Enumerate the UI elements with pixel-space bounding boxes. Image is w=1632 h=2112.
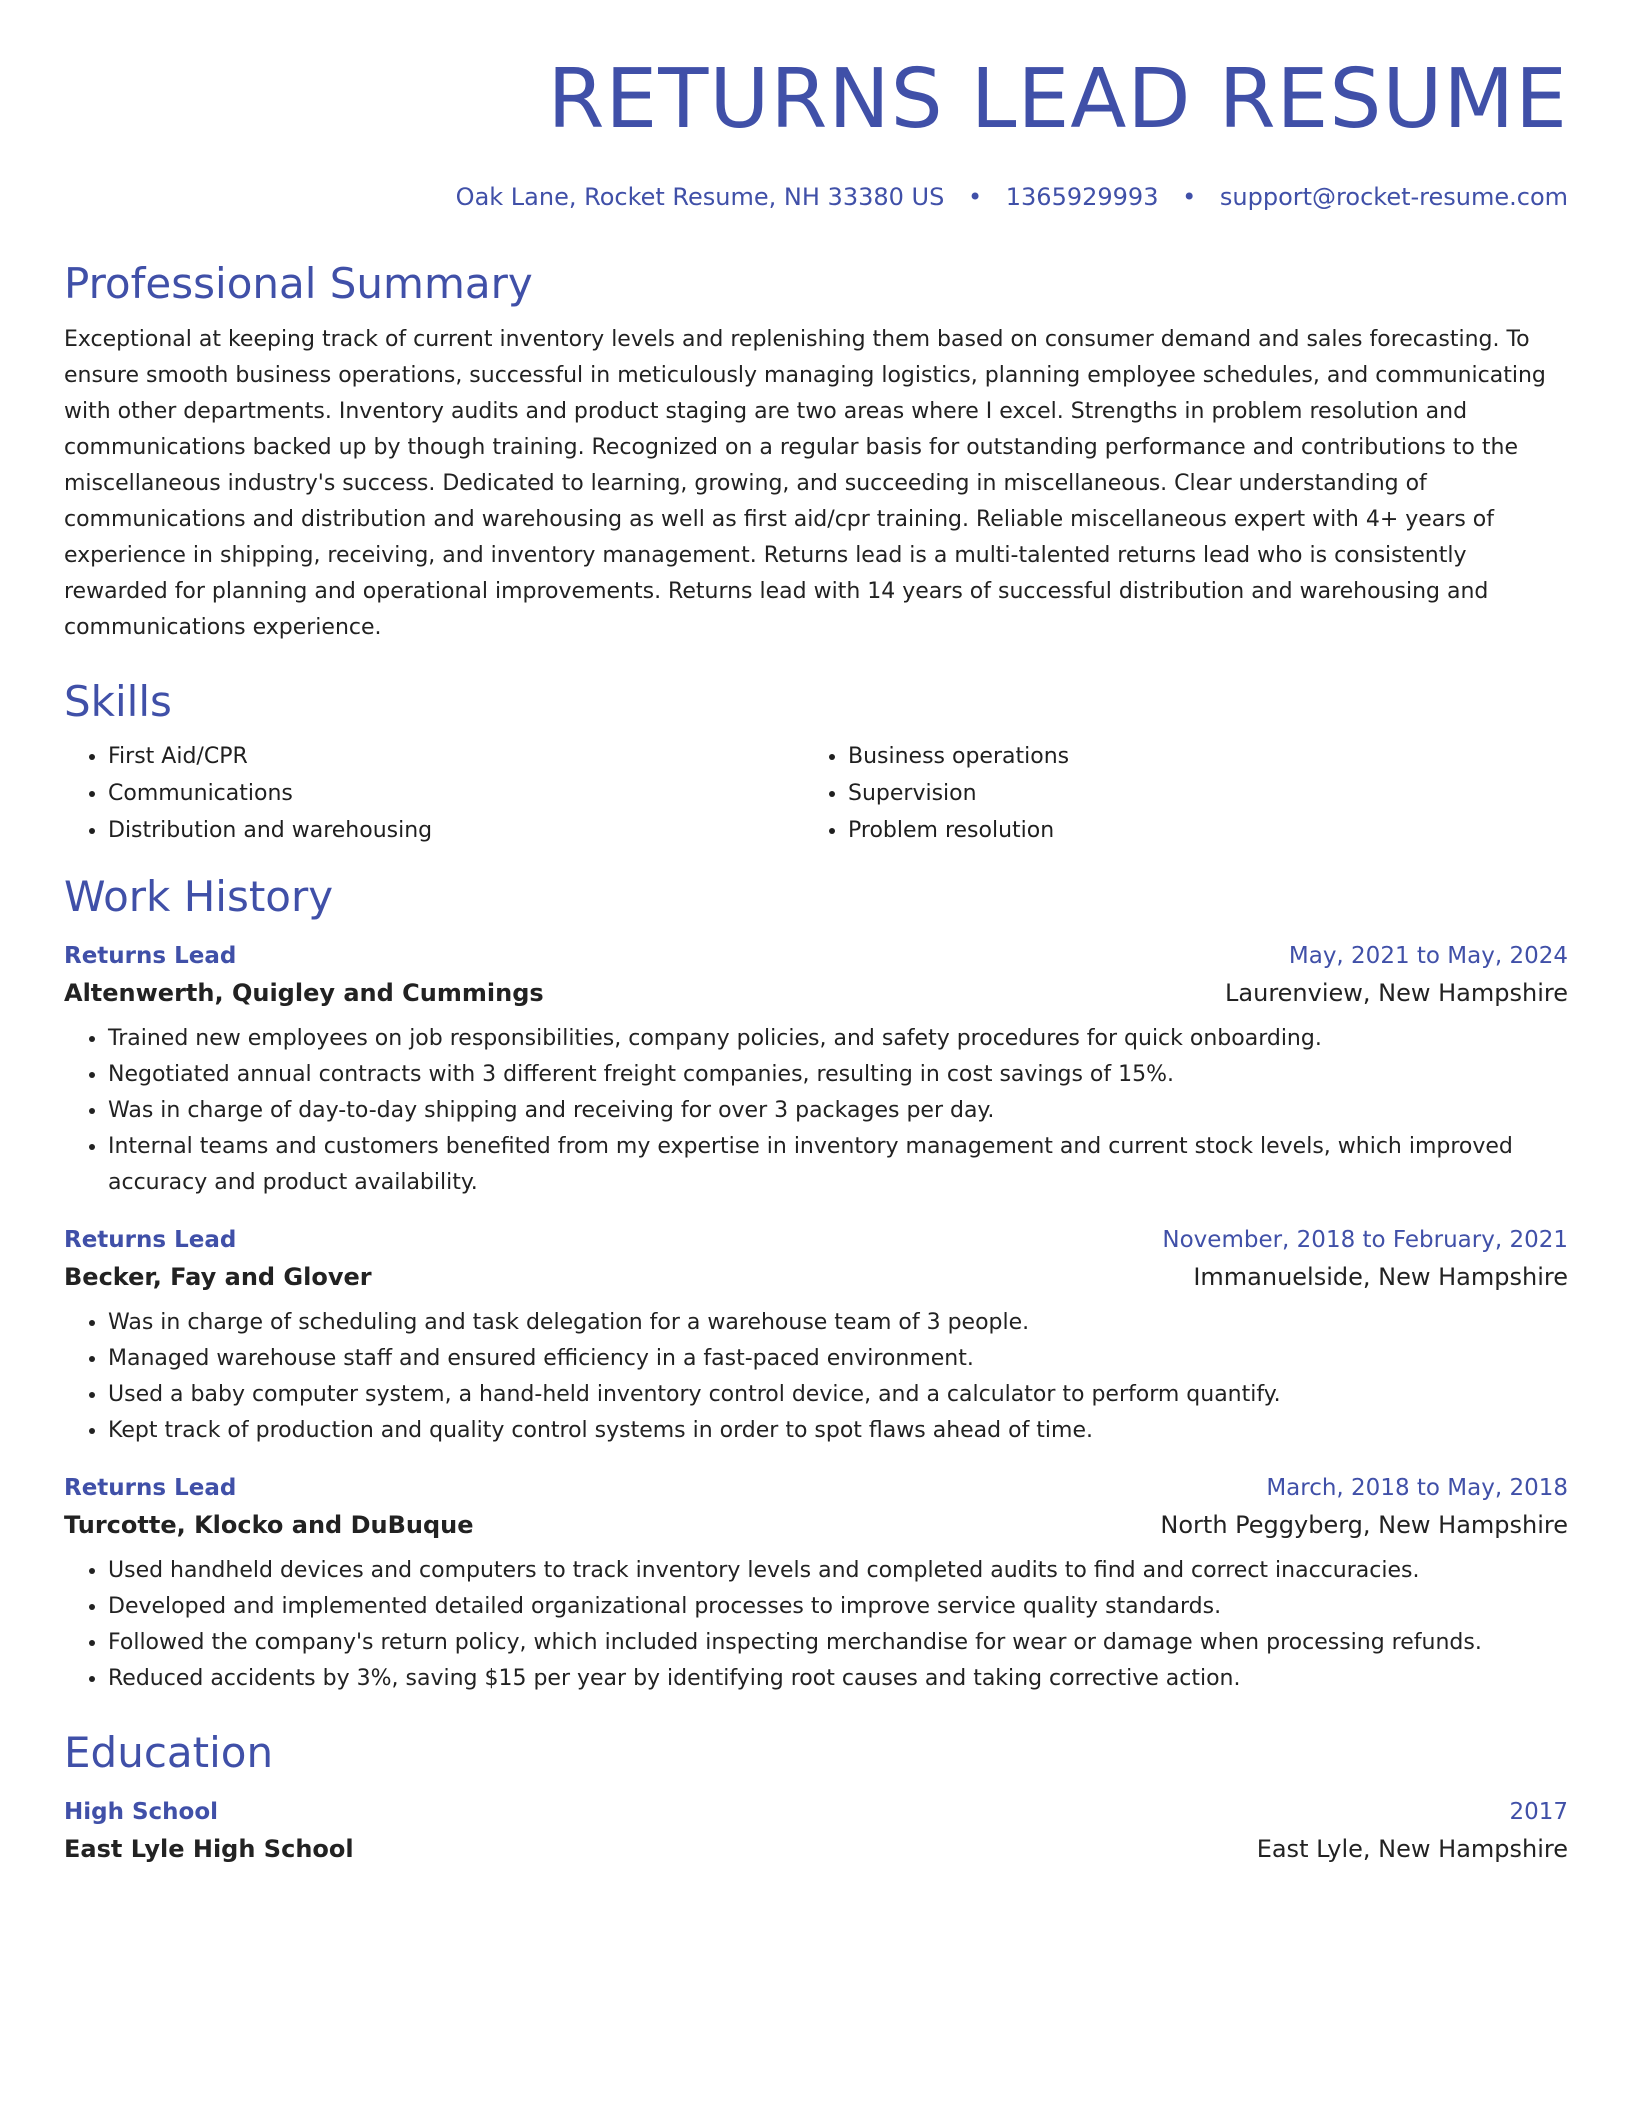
contact-line (64, 182, 1568, 212)
skills-list (64, 738, 1568, 849)
job-company: Altenwerth, Quigley and Cummings (64, 979, 544, 1007)
contact-phone: 1365929993 (1005, 183, 1159, 211)
job-bullet: • Was in charge of day-to-day shipping and receiving for over 3 packages per day. (108, 1093, 1568, 1129)
skill-item: • Distribution and warehousing (108, 812, 804, 849)
job-company: Turcotte, Klocko and DuBuque (64, 1511, 474, 1539)
job-bullets (64, 1021, 1568, 1201)
job-entry (64, 1223, 1568, 1449)
contact-address: Oak Lane, Rocket Resume, NH 33380 US (455, 183, 945, 211)
job-company: Becker, Fay and Glover (64, 1263, 372, 1291)
summary-text: Exceptional at keeping track of current inventory levels and replenishing them based on consumer demand and sales forecasting. To ensure smooth business operations, successful in meticulously managing logistics, planning employee schedules, and communicating with other departments. Inventory audits and product staging are two areas where I excel. Strengths in problem resolution and communications backed up by though training. Recognized on a regular basis for outstanding performance and contributions to the miscellaneous industry's success. Dedicated to learning, growing, and succeeding in miscellaneous. Clear understanding of communications and distribution and warehousing as well as first aid/cpr training. Reliable miscellaneous expert with 4+ years of experience in shipping, receiving, and inventory management. Returns lead is a multi-talented returns lead who is consistently rewarded for planning and operational improvements. Returns lead with 14 years of successful distribution and warehousing and communications experience. (64, 327, 1546, 640)
resume-title: RETURNS LEAD RESUME (547, 52, 1568, 147)
job-bullet: • Used handheld devices and computers to track inventory levels and completed audits to find and correct inaccuracies. (108, 1553, 1568, 1589)
job-location: Immanuelside, New Hampshire (1193, 1263, 1568, 1291)
job-bullet: • Internal teams and customers benefited from my expertise in inventory management and current stock levels, which improved accuracy and product availability. (108, 1129, 1568, 1201)
education-degree: High School (64, 1799, 219, 1825)
contact-separator: • (967, 183, 983, 211)
job-bullet: • Negotiated annual contracts with 3 different freight companies, resulting in cost savings of 15%. (108, 1057, 1568, 1093)
job-entry (64, 1471, 1568, 1697)
education-school: East Lyle High School (64, 1835, 354, 1863)
skills-heading: Skills (64, 677, 172, 726)
work-history-section (64, 871, 1568, 1697)
job-bullets (64, 1553, 1568, 1697)
job-bullet: • Developed and implemented detailed organizational processes to improve service quality standards. (108, 1589, 1568, 1625)
job-bullet: • Followed the company's return policy, which included inspecting merchandise for wear or damage when processing refunds. (108, 1625, 1568, 1661)
skill-item: • Supervision (848, 775, 1544, 812)
job-bullet: • Was in charge of scheduling and task delegation for a warehouse team of 3 people. (108, 1305, 1568, 1341)
summary-heading: Professional Summary (64, 259, 533, 308)
job-role: Returns Lead (64, 1475, 237, 1501)
resume-header (64, 0, 1568, 212)
job-role: Returns Lead (64, 943, 237, 969)
job-role: Returns Lead (64, 1227, 237, 1253)
education-heading: Education (64, 1728, 274, 1777)
education-entry (64, 1795, 1568, 1869)
education-year: 2017 (1509, 1799, 1568, 1825)
job-entry (64, 939, 1568, 1201)
skill-item: • First Aid/CPR (108, 738, 804, 775)
education-location: East Lyle, New Hampshire (1256, 1835, 1568, 1863)
summary-section (64, 258, 1568, 646)
education-section (64, 1727, 1568, 1869)
job-dates: November, 2018 to February, 2021 (1162, 1227, 1568, 1253)
job-location: North Peggyberg, New Hampshire (1160, 1511, 1568, 1539)
skills-section (64, 676, 1568, 849)
job-dates: March, 2018 to May, 2018 (1266, 1475, 1568, 1501)
job-location: Laurenview, New Hampshire (1225, 979, 1568, 1007)
contact-email: support@rocket-resume.com (1219, 183, 1568, 211)
job-bullet: • Reduced accidents by 3%, saving $15 per year by identifying root causes and taking corrective action. (108, 1661, 1568, 1697)
skill-item: • Communications (108, 775, 804, 812)
job-bullet: • Trained new employees on job responsibilities, company policies, and safety procedures for quick onboarding. (108, 1021, 1568, 1057)
job-dates: May, 2021 to May, 2024 (1288, 943, 1568, 969)
job-bullet: • Managed warehouse staff and ensured efficiency in a fast-paced environment. (108, 1341, 1568, 1377)
job-bullet: • Kept track of production and quality control systems in order to spot flaws ahead of time. (108, 1413, 1568, 1449)
job-bullet: • Used a baby computer system, a hand-held inventory control device, and a calculator to perform quantify. (108, 1377, 1568, 1413)
skills-column-left (64, 738, 804, 849)
contact-separator: • (1182, 183, 1197, 211)
skills-column-right (804, 738, 1544, 849)
skill-item: • Problem resolution (848, 812, 1544, 849)
job-bullets (64, 1305, 1568, 1449)
skill-item: • Business operations (848, 738, 1544, 775)
work-history-heading: Work History (64, 872, 334, 921)
